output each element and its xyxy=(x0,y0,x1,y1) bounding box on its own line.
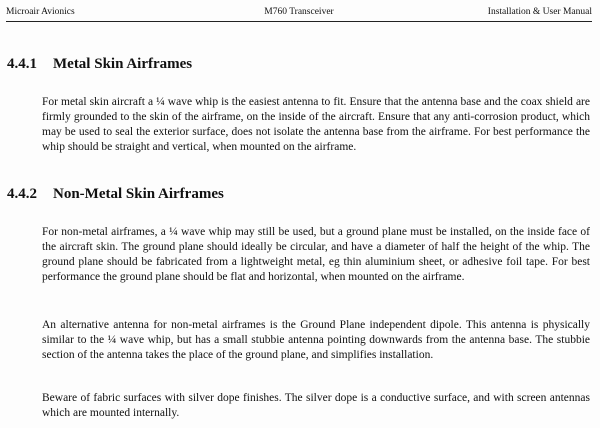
section-title: Metal Skin Airframes xyxy=(53,56,193,72)
paragraph-non-metal-ground-plane: For non-metal airframes, a ¼ wave whip may still be used, but a ground plane must be installed, on the inside face of the aircraft skin. The ground plane should ideally be circular, and have a diameter of half the height of the whip. The ground plane should be fabricated from a lightweight metal, eg thin aluminium sheet, or adhesive foil tape. For best performance the ground plane should be flat and horizontal, when mounted on the airframe. xyxy=(42,226,590,283)
header-manual-title: Installation & User Manual xyxy=(487,7,592,17)
header-product: M760 Transceiver xyxy=(264,7,334,17)
section-title: Non-Metal Skin Airframes xyxy=(53,186,224,202)
paragraph-silver-dope: Beware of fabric surfaces with silver dope finishes. The silver dope is a conductive surface, and with screen antennas which are mounted internally. xyxy=(42,392,590,419)
paragraph-metal-skin: For metal skin aircraft a ¼ wave whip is the easiest antenna to fit. Ensure that the antenna base and the coax shield are firmly grounded to the skin of the airframe, on the inside of the aircraft. Ensure that any anti-corrosion product, which may be used to seal the exterior surface, does not isolate the antenna base from the airframe. For best performance the whip should be straight and vertical, when mounted on the airframe. xyxy=(42,96,590,153)
page-header xyxy=(6,7,592,22)
section-number: 4.4.2 xyxy=(7,186,37,202)
section-heading-4-4-2 xyxy=(7,186,224,203)
header-company: Microair Avionics xyxy=(6,7,75,17)
section-number: 4.4.1 xyxy=(7,56,37,72)
paragraph-alternative-antenna: An alternative antenna for non-metal airframes is the Ground Plane independent dipole. This antenna is physically similar to the ¼ wave whip, but has a small stubbie antenna pointing downwards from the antenna base. The stubbie section of the antenna takes the place of the ground plane, and simplifies installation. xyxy=(42,319,590,361)
section-heading-4-4-1 xyxy=(7,56,192,73)
